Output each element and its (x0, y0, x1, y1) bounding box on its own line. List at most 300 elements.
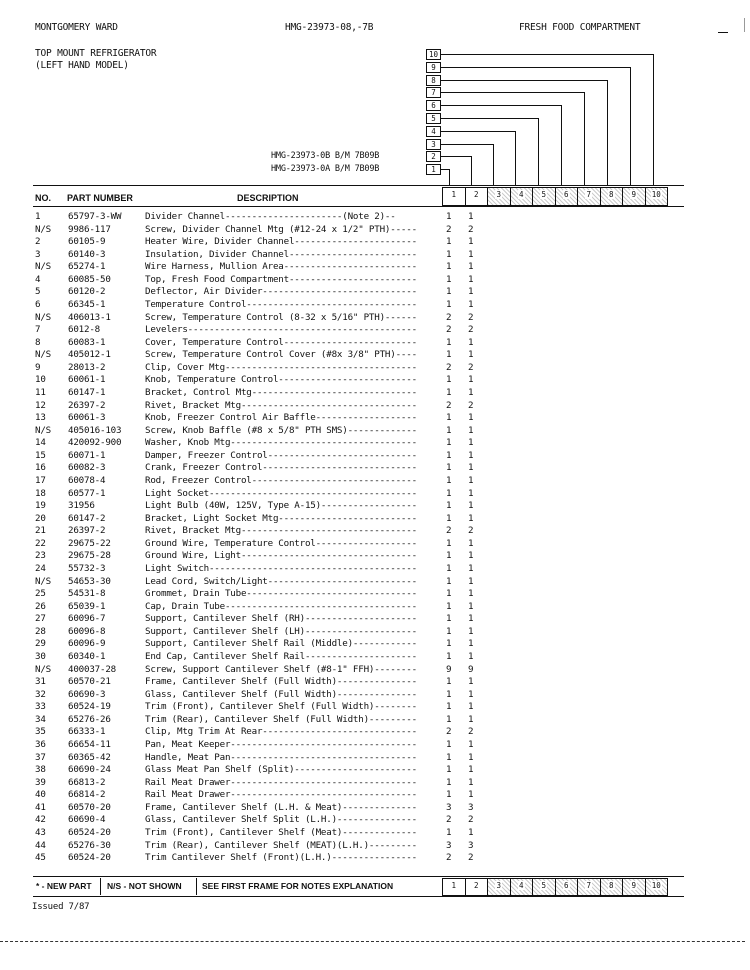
table-row (0, 387, 750, 399)
table-row (0, 550, 750, 562)
part-description: Screw, Support Cantilever Shelf (#8-1" FFH)-------- (145, 663, 417, 675)
qty-model-1: 1 (446, 437, 452, 449)
part-description: Screw, Temperature Control Cover (#8x 3/8" PTH)---- (145, 349, 417, 361)
leader-line (561, 105, 562, 186)
table-row (0, 689, 750, 701)
qty-model-1: 1 (446, 424, 452, 436)
part-description: Frame, Cantilever Shelf (L.H. & Meat)-------------- (145, 801, 417, 813)
row-number: 18 (35, 487, 46, 499)
model-column (622, 878, 646, 896)
model-column (622, 187, 646, 206)
part-description: Support, Cantilever Shelf (RH)--------------------- (145, 613, 417, 625)
corner-mark (718, 32, 728, 33)
qty-model-2: 1 (468, 676, 474, 688)
qty-model-1: 3 (446, 839, 452, 851)
row-number: 15 (35, 449, 46, 461)
part-description: Ground Wire, Light--------------------------------- (145, 550, 417, 562)
table-row (0, 488, 750, 500)
leader-line (441, 67, 630, 68)
section-title: FRESH FOOD COMPARTMENT (519, 22, 641, 33)
part-number: 65274-1 (68, 261, 106, 273)
qty-model-2: 1 (468, 600, 474, 612)
row-number: 19 (35, 500, 46, 512)
leader-line (471, 156, 472, 186)
product-title (35, 48, 156, 72)
qty-model-2: 1 (468, 349, 474, 361)
row-number: 4 (35, 273, 41, 285)
table-row (0, 802, 750, 814)
qty-model-1: 1 (446, 764, 452, 776)
row-number: 2 (35, 236, 41, 248)
part-number: 60085-50 (68, 273, 111, 285)
qty-model-1: 1 (446, 211, 452, 222)
row-number: 1 (35, 211, 41, 222)
part-number: 60096-7 (68, 613, 106, 625)
part-number: 31956 (68, 500, 95, 512)
row-number: 17 (35, 474, 46, 486)
qty-model-2: 1 (468, 412, 474, 424)
qty-model-1: 1 (446, 600, 452, 612)
part-number: 66654-11 (68, 738, 111, 750)
qty-model-1: 1 (446, 261, 452, 273)
model-box: 1 (426, 164, 441, 175)
qty-model-2: 1 (468, 550, 474, 562)
row-number: 14 (35, 437, 46, 449)
part-description: Heater Wire, Divider Channel----------------------- (145, 236, 417, 248)
page-cut-line (0, 941, 745, 942)
part-number: 60690-4 (68, 814, 106, 826)
qty-model-1: 2 (446, 361, 452, 373)
part-description: Light Switch--------------------------------------- (145, 562, 417, 574)
part-number: 60120-2 (68, 286, 106, 298)
model-column (645, 878, 669, 896)
qty-model-2: 1 (468, 474, 474, 486)
part-number: 60083-1 (68, 336, 106, 348)
part-number: 60690-3 (68, 688, 106, 700)
qty-model-2: 2 (468, 525, 474, 537)
part-number: 66813-2 (68, 776, 106, 788)
model-box: 4 (426, 126, 441, 137)
qty-model-1: 1 (446, 537, 452, 549)
qty-model-1: 1 (446, 374, 452, 386)
part-number: 66814-2 (68, 789, 106, 801)
qty-model-2: 3 (468, 801, 474, 813)
part-description: Grommet, Drain Tube-------------------------------- (145, 588, 417, 600)
table-row (0, 789, 750, 801)
part-description: Insulation, Divider Channel------------------------ (145, 248, 417, 260)
row-number: N/S (35, 261, 51, 273)
leader-line (449, 169, 450, 186)
leader-line (441, 156, 471, 157)
brand-name: MONTGOMERY WARD (35, 22, 118, 33)
part-number: 65039-1 (68, 600, 106, 612)
row-number: 10 (35, 374, 46, 386)
part-description: Clip, Mtg Trim At Rear----------------------------- (145, 726, 417, 738)
qty-model-1: 1 (446, 638, 452, 650)
qty-model-1: 1 (446, 738, 452, 750)
table-row (0, 286, 750, 298)
row-number: 3 (35, 248, 41, 260)
qty-model-1: 1 (446, 562, 452, 574)
part-description: Trim Cantilever Shelf (Front)(L.H.)---------------- (145, 852, 417, 864)
row-number: 32 (35, 688, 46, 700)
row-number: 34 (35, 713, 46, 725)
part-number: 60524-19 (68, 701, 111, 713)
leader-line (441, 54, 653, 55)
part-number: 65276-30 (68, 839, 111, 851)
model-box: 10 (426, 49, 441, 60)
row-number: N/S (35, 663, 51, 675)
qty-model-2: 1 (468, 701, 474, 713)
leader-line (607, 80, 608, 186)
table-row (0, 450, 750, 462)
qty-model-2: 2 (468, 399, 474, 411)
part-number: 60096-9 (68, 638, 106, 650)
qty-model-1: 1 (446, 776, 452, 788)
model-column (600, 187, 624, 206)
row-number: 40 (35, 789, 46, 801)
part-description: Rail Meat Drawer----------------------------------- (145, 776, 417, 788)
qty-model-2: 2 (468, 324, 474, 336)
qty-model-1: 1 (446, 336, 452, 348)
table-row (0, 563, 750, 575)
table-row (0, 664, 750, 676)
qty-model-1: 2 (446, 311, 452, 323)
model-column-number: 5 (541, 881, 546, 890)
model-column-number: 7 (586, 881, 591, 890)
model-column-number: 10 (651, 190, 661, 199)
qty-model-1: 1 (446, 273, 452, 285)
qty-model-2: 1 (468, 424, 474, 436)
part-description: Divider Channel----------------------(Note 2)-- (145, 211, 396, 222)
part-description: Support, Cantilever Shelf (LH)--------------------- (145, 625, 417, 637)
part-number: 66345-1 (68, 298, 106, 310)
row-number: 8 (35, 336, 41, 348)
qty-model-2: 2 (468, 361, 474, 373)
model-column-number: 4 (518, 881, 524, 890)
row-number: 30 (35, 650, 46, 662)
product-line-1: TOP MOUNT REFRIGERATOR (35, 48, 157, 59)
row-number: 42 (35, 814, 46, 826)
table-row (0, 349, 750, 361)
part-number: 406013-1 (68, 311, 111, 323)
part-number: 65276-26 (68, 713, 111, 725)
part-description: Screw, Divider Channel Mtg (#12-24 x 1/2" PTH)----- (145, 223, 417, 235)
qty-model-2: 1 (468, 789, 474, 801)
qty-model-2: 1 (468, 336, 474, 348)
model-box: 8 (426, 75, 441, 86)
table-row (0, 437, 750, 449)
row-number: 5 (35, 286, 41, 298)
qty-model-1: 1 (446, 449, 452, 461)
model-column (532, 878, 556, 896)
part-description: Cover, Temperature Control------------------------- (145, 336, 417, 348)
part-description: Temperature Control-------------------------------- (145, 298, 417, 310)
table-row (0, 651, 750, 663)
table-row (0, 638, 750, 650)
model-column-number: 1 (451, 190, 456, 199)
part-number: 26397-2 (68, 399, 106, 411)
row-number: 26 (35, 600, 46, 612)
model-column-number: 5 (541, 190, 546, 199)
table-row (0, 211, 750, 223)
model-box: 9 (426, 62, 441, 73)
qty-model-1: 1 (446, 386, 452, 398)
model-column-number: 9 (631, 881, 636, 890)
table-row (0, 814, 750, 826)
model-column (577, 187, 601, 206)
issued-date: Issued 7/87 (32, 902, 90, 912)
qty-model-2: 1 (468, 764, 474, 776)
table-bottom-rule (33, 876, 684, 877)
qty-model-1: 1 (446, 688, 452, 700)
part-description: Top, Fresh Food Compartment------------------------ (145, 273, 417, 285)
part-number: 60570-21 (68, 676, 111, 688)
qty-model-1: 1 (446, 550, 452, 562)
part-description: Trim (Rear), Cantilever Shelf (MEAT)(L.H.)--------- (145, 839, 417, 851)
model-column (510, 187, 534, 206)
part-number: 60340-1 (68, 650, 106, 662)
edge-mark (744, 18, 745, 32)
leader-line (630, 67, 631, 186)
model-column (442, 187, 466, 206)
qty-model-2: 9 (468, 663, 474, 675)
model-column-number: 4 (518, 190, 524, 199)
part-description: End Cap, Cantilever Shelf Rail--------------------- (145, 650, 417, 662)
qty-model-1: 1 (446, 512, 452, 524)
part-description: Rod, Freezer Control------------------------------- (145, 474, 417, 486)
part-description: Handle, Meat Pan----------------------------------- (145, 751, 417, 763)
table-row (0, 714, 750, 726)
qty-model-2: 1 (468, 449, 474, 461)
row-number: 6 (35, 298, 41, 310)
qty-model-1: 1 (446, 789, 452, 801)
table-row (0, 224, 750, 236)
part-number: 60570-20 (68, 801, 111, 813)
row-number: 9 (35, 361, 41, 373)
table-row (0, 462, 750, 474)
model-column-number: 2 (473, 190, 479, 199)
qty-model-1: 1 (446, 286, 452, 298)
part-description: Damper, Freezer Control---------------------------- (145, 449, 417, 461)
qty-model-2: 2 (468, 852, 474, 864)
table-row (0, 274, 750, 286)
col-desc-header: DESCRIPTION (237, 193, 299, 203)
qty-model-1: 2 (446, 223, 452, 235)
qty-model-1: 1 (446, 625, 452, 637)
qty-model-1: 1 (446, 751, 452, 763)
qty-model-2: 1 (468, 688, 474, 700)
part-number: 405012-1 (68, 349, 111, 361)
model-number: HMG-23973-08,-7B (285, 22, 374, 33)
leader-line (493, 144, 494, 186)
part-number: 60147-2 (68, 512, 106, 524)
part-number: 60082-3 (68, 462, 106, 474)
row-number: N/S (35, 223, 51, 235)
model-box: 6 (426, 100, 441, 111)
qty-model-2: 1 (468, 261, 474, 273)
part-description: Glass, Cantilever Shelf (Full Width)--------------- (145, 688, 417, 700)
row-number: 39 (35, 776, 46, 788)
part-number: 60524-20 (68, 826, 111, 838)
part-number: 54653-30 (68, 575, 111, 587)
qty-model-2: 2 (468, 311, 474, 323)
part-description: Screw, Knob Baffle (#8 x 5/8" PTH SMS)------------- (145, 424, 417, 436)
row-number: N/S (35, 424, 51, 436)
row-number: 7 (35, 324, 41, 336)
qty-model-2: 1 (468, 776, 474, 788)
legend-see-notes: SEE FIRST FRAME FOR NOTES EXPLANATION (202, 881, 394, 891)
part-description: Crank, Freezer Control----------------------------- (145, 462, 417, 474)
table-row (0, 412, 750, 424)
model-column (532, 187, 556, 206)
row-number: 43 (35, 826, 46, 838)
qty-model-2: 1 (468, 298, 474, 310)
model-column-number: 10 (651, 881, 661, 890)
part-number: 60061-1 (68, 374, 106, 386)
model-column (600, 878, 624, 896)
qty-model-1: 1 (446, 713, 452, 725)
part-description: Lead Cord, Switch/Light---------------------------- (145, 575, 417, 587)
model-column-number: 1 (451, 881, 456, 890)
qty-model-1: 2 (446, 324, 452, 336)
row-number: 23 (35, 550, 46, 562)
qty-model-2: 1 (468, 386, 474, 398)
table-row (0, 425, 750, 437)
qty-model-2: 1 (468, 487, 474, 499)
leader-line (441, 131, 515, 132)
part-description: Bracket, Control Mtg------------------------------- (145, 386, 417, 398)
part-description: Bracket, Light Socket Mtg-------------------------- (145, 512, 417, 524)
qty-model-1: 2 (446, 525, 452, 537)
qty-model-1: 1 (446, 298, 452, 310)
row-number: 22 (35, 537, 46, 549)
qty-model-1: 2 (446, 814, 452, 826)
model-label-a: HMG-23973-0A B/M 7B09B (271, 164, 380, 174)
part-number: 60524-20 (68, 852, 111, 864)
qty-model-1: 1 (446, 826, 452, 838)
part-number: 60577-1 (68, 487, 106, 499)
part-number: 60071-1 (68, 449, 106, 461)
qty-model-1: 1 (446, 575, 452, 587)
part-number: 28013-2 (68, 361, 106, 373)
footer-rule (33, 896, 684, 897)
model-column (487, 187, 511, 206)
part-number: 55732-3 (68, 562, 106, 574)
table-row (0, 362, 750, 374)
part-description: Glass, Cantilever Shelf Split (L.H.)--------------- (145, 814, 417, 826)
row-number: 41 (35, 801, 46, 813)
model-column-number: 6 (563, 881, 569, 890)
row-number: 44 (35, 839, 46, 851)
table-row (0, 249, 750, 261)
table-row (0, 324, 750, 336)
part-number: 60061-3 (68, 412, 106, 424)
model-column (577, 878, 601, 896)
part-description: Glass Meat Pan Shelf (Split)----------------------- (145, 764, 417, 776)
table-row (0, 613, 750, 625)
row-number: 20 (35, 512, 46, 524)
table-row (0, 777, 750, 789)
model-column (555, 187, 579, 206)
leader-line (441, 105, 561, 106)
model-column-number: 8 (608, 190, 614, 199)
row-number: 16 (35, 462, 46, 474)
part-description: Wire Harness, Mullion Area------------------------- (145, 261, 417, 273)
part-description: Rivet, Bracket Mtg--------------------------------- (145, 525, 417, 537)
model-column-number: 7 (586, 190, 591, 199)
leader-line (441, 144, 493, 145)
qty-model-2: 1 (468, 236, 474, 248)
part-number: 400037-28 (68, 663, 116, 675)
part-description: Clip, Cover Mtg------------------------------------ (145, 361, 417, 373)
part-description: Trim (Front), Cantilever Shelf (Full Width)-------- (145, 701, 417, 713)
qty-model-1: 1 (446, 412, 452, 424)
part-description: Light Socket--------------------------------------- (145, 487, 417, 499)
col-part-header: PART NUMBER (67, 193, 133, 203)
model-column-number: 3 (496, 881, 501, 890)
part-number: 29675-22 (68, 537, 111, 549)
row-number: N/S (35, 311, 51, 323)
part-description: Deflector, Air Divider----------------------------- (145, 286, 417, 298)
qty-model-1: 2 (446, 399, 452, 411)
part-number: 66333-1 (68, 726, 106, 738)
table-row (0, 701, 750, 713)
leader-line (653, 54, 654, 186)
qty-model-2: 1 (468, 650, 474, 662)
table-row (0, 525, 750, 537)
table-row (0, 538, 750, 550)
table-row (0, 576, 750, 588)
model-column (487, 878, 511, 896)
row-number: 33 (35, 701, 46, 713)
model-column (465, 187, 489, 206)
table-header-rule (33, 206, 684, 207)
model-box: 2 (426, 151, 441, 162)
leader-line (515, 131, 516, 186)
part-number: 405016-103 (68, 424, 122, 436)
qty-model-1: 1 (446, 349, 452, 361)
qty-model-1: 3 (446, 801, 452, 813)
qty-model-2: 1 (468, 625, 474, 637)
table-row (0, 752, 750, 764)
row-number: 21 (35, 525, 46, 537)
table-row (0, 500, 750, 512)
table-row (0, 726, 750, 738)
row-number: 38 (35, 764, 46, 776)
part-number: 6012-8 (68, 324, 100, 336)
part-number: 60147-1 (68, 386, 106, 398)
row-number: 29 (35, 638, 46, 650)
table-row (0, 337, 750, 349)
table-row (0, 588, 750, 600)
part-number: 60096-8 (68, 625, 106, 637)
model-column-number: 3 (496, 190, 501, 199)
qty-model-2: 1 (468, 211, 474, 222)
part-description: Ground Wire, Temperature Control------------------- (145, 537, 417, 549)
row-number: 28 (35, 625, 46, 637)
qty-model-1: 2 (446, 726, 452, 738)
qty-model-2: 3 (468, 839, 474, 851)
qty-model-1: 2 (446, 852, 452, 864)
part-number: 60690-24 (68, 764, 111, 776)
leader-line (441, 92, 584, 93)
qty-model-1: 1 (446, 701, 452, 713)
row-number: N/S (35, 575, 51, 587)
qty-model-2: 1 (468, 588, 474, 600)
qty-model-2: 1 (468, 751, 474, 763)
qty-model-2: 1 (468, 638, 474, 650)
